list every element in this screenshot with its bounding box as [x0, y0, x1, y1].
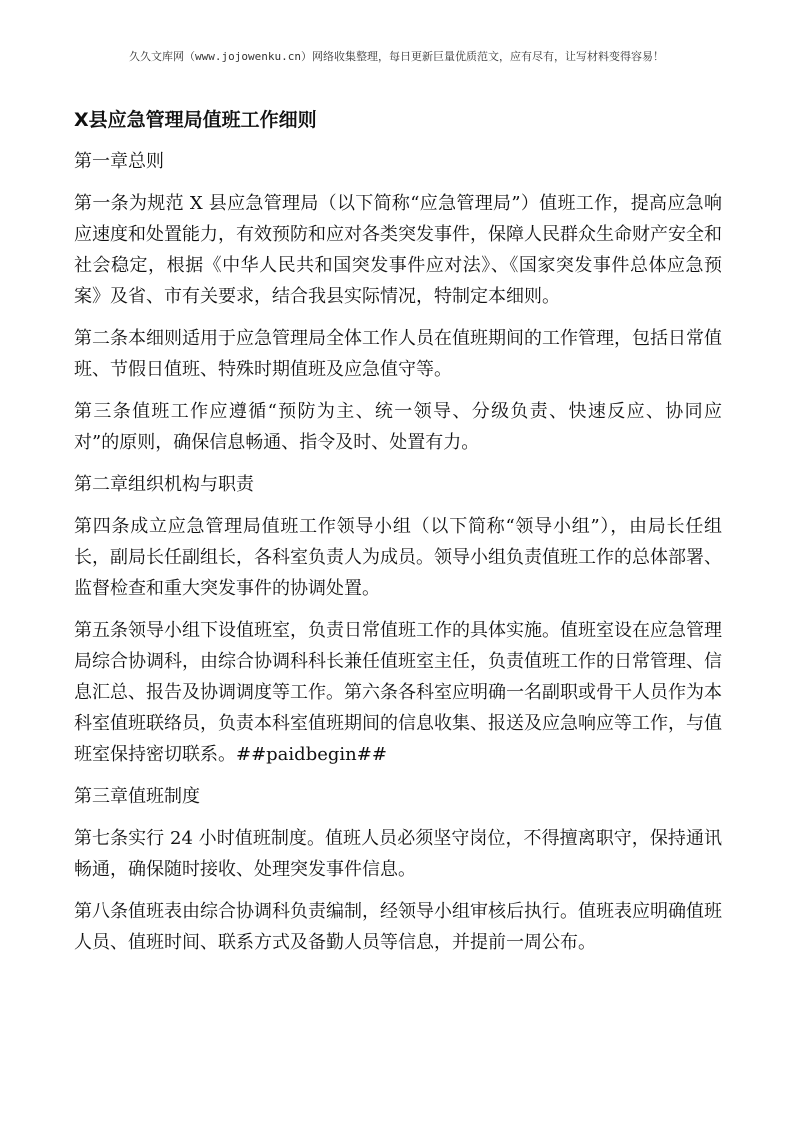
article-5: 第五条领导小组下设值班室，负责日常值班工作的具体实施。值班室设在应急管理局综合协调科，由综合协调科科长兼任值班室主任，负责值班工作的日常管理、信息汇总、报告及协调调度等工作。第六条各科室应明确一名副职或骨干人员作为本科室值班联络员，负责本科室值班期间的信息收集、报送及应急响应等工作，与值班室保持密切联系。##paidbegin##: [74, 620, 722, 765]
document-title: X县应急管理局值班工作细则: [74, 109, 317, 131]
document-body: [74, 106, 722, 969]
article-1: 第一条为规范 X 县应急管理局（以下简称“应急管理局”）值班工作，提高应急响应速度和处置能力，有效预防和应对各类突发事件，保障人民群众生命财产安全和社会稳定，根据《中华人民共和国突发事件应对法》、《国家突发事件总体应急预案》及省、市有关要求，结合我县实际情况，特制定本细则。: [74, 193, 722, 307]
chapter-heading-1: 第一章总则: [74, 151, 164, 172]
article-7: 第七条实行 24 小时值班制度。值班人员必须坚守岗位，不得擅离职守，保持通讯畅通，确保随时接收、处理突发事件信息。: [74, 828, 722, 880]
article-2: 第二条本细则适用于应急管理局全体工作人员在值班期间的工作管理，包括日常值班、节假日值班、特殊时期值班及应急值守等。: [74, 328, 722, 380]
chapter-heading-3: 第三章值班制度: [74, 786, 200, 807]
article-3: 第三条值班工作应遵循“预防为主、统一领导、分级负责、快速反应、协同应对”的原则，确保信息畅通、指令及时、处置有力。: [74, 401, 722, 453]
site-header-text: 久久文库网（www.jojowenku.cn）网络收集整理，每日更新巨量优质范文，应有尽有，让写材料变得容易！: [129, 50, 664, 63]
chapter-heading-2: 第二章组织机构与职责: [74, 474, 254, 495]
article-8: 第八条值班表由综合协调科负责编制，经领导小组审核后执行。值班表应明确值班人员、值班时间、联系方式及备勤人员等信息，并提前一周公布。: [74, 901, 722, 953]
article-4: 第四条成立应急管理局值班工作领导小组（以下简称“领导小组”），由局长任组长，副局长任副组长，各科室负责人为成员。领导小组负责值班工作的总体部署、监督检查和重大突发事件的协调处置。: [74, 516, 722, 599]
